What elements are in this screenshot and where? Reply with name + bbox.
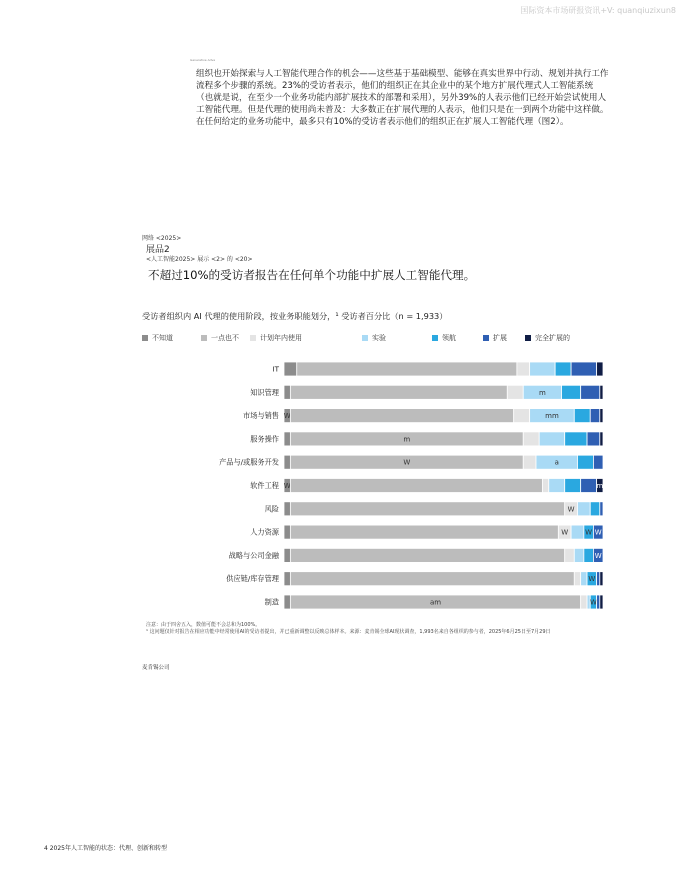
bar-segment: [530, 362, 556, 376]
legend-label: 不知道: [152, 334, 173, 342]
bar-segment: [600, 595, 603, 609]
bar-segment: [297, 362, 517, 376]
bar-value-label: am: [429, 598, 442, 607]
bar-value-label: m: [403, 435, 411, 444]
bar-segment: [284, 595, 290, 609]
bar-segment: [565, 432, 587, 446]
category-label: IT: [272, 364, 279, 374]
legend-label: 扩展: [493, 334, 507, 342]
bar-segment: [284, 432, 290, 446]
bar-value-label: a: [554, 458, 559, 467]
bar-segment: [593, 455, 603, 469]
bar-segment: [571, 362, 597, 376]
bar-segment: [581, 385, 600, 399]
bar-segment: [571, 525, 584, 539]
bar-segment: [284, 455, 290, 469]
category-label: 知识管理: [250, 387, 279, 397]
category-label: 战略与公司金融: [228, 550, 279, 560]
category-label: 风险: [264, 504, 279, 514]
bar-segment: [290, 479, 542, 493]
bar-segment: [574, 409, 590, 423]
bar-segment: [523, 432, 539, 446]
bar-value-label: W: [585, 528, 593, 537]
bar-segment: [581, 572, 587, 586]
category-label: 软件工程: [250, 481, 279, 490]
bar-segment: [555, 362, 571, 376]
bar-segment: [284, 572, 290, 586]
bar-segment: [577, 455, 593, 469]
category-label: 人力资源: [250, 527, 279, 537]
bar-segment: [597, 572, 600, 586]
bar-value-label: W: [589, 598, 597, 607]
bar-value-label: W: [567, 505, 575, 514]
category-label: 服务操作: [250, 434, 279, 444]
bar-segment: [565, 479, 581, 493]
bar-segment: [565, 548, 575, 562]
source-company: 麦肯锡公司: [142, 665, 170, 671]
bar-segment: [542, 479, 548, 493]
bar-segment: [284, 385, 290, 399]
bar-segment: [290, 409, 513, 423]
bar-segment: [584, 548, 594, 562]
bar-segment: [284, 362, 297, 376]
bar-segment: [290, 548, 564, 562]
bar-segment: [581, 479, 597, 493]
bar-value-label: W: [588, 575, 596, 584]
chart-subtitle: 受访者组织内 AI 代理的使用阶段，按业务职能划分，¹ 受访者百分比（n = 1,933）: [142, 311, 448, 321]
bar-segment: [517, 362, 530, 376]
bar-value-label: W: [283, 482, 291, 490]
bar-value-label: m: [596, 482, 604, 490]
legend-label: 完全扩展的: [535, 334, 570, 342]
bar-segment: [523, 455, 536, 469]
bar-value-label: W: [594, 551, 602, 560]
bar-segment: [581, 595, 587, 609]
exhibit-label: 展品2: [146, 245, 170, 255]
bar-segment: [600, 432, 603, 446]
bar-segment: [290, 572, 574, 586]
legend-label: 实验: [372, 334, 386, 342]
bar-segment: [600, 502, 603, 516]
bar-segment: [600, 385, 603, 399]
bar-segment: [587, 432, 600, 446]
category-label: 供应链/库存管理: [226, 574, 279, 584]
bar-segment: [597, 362, 603, 376]
category-label: 产品与/或服务开发: [219, 457, 279, 467]
bar-segment: [284, 548, 290, 562]
bar-segment: [284, 525, 290, 539]
watermark: 国际资本市场研报资讯+V: quanqiuzixun8: [520, 6, 676, 15]
note-source: ¹ 这问题仅针对报告在相应功能中经常使用AI的受访者提出，并已重新调整以反映总体样本。来源：麦肯锡全球AI现状调查，1,993名来自各组织的参与者，2025年6月25日至7月29日: [146, 629, 551, 635]
category-label: 制造: [264, 597, 279, 607]
bar-segment: [290, 525, 558, 539]
bar-segment: [290, 385, 507, 399]
bar-segment: [507, 385, 523, 399]
chart-notes: [146, 622, 576, 636]
page-footer: 4 2025年人工智能的状态：代理、创新和转型: [44, 845, 167, 852]
legend-label: 一点也不: [211, 334, 239, 342]
bar-value-label: m: [538, 388, 546, 397]
intro-paragraph: 组织也开始探索与人工智能代理合作的机会——这些基于基础模型、能够在真实世界中行动、规划并执行工作流程多个步骤的系统。23%的受访者表示，他们的组织正在其企业中的某个地方扩展代理式人工智能系统（也就是说，在至少一个业务功能内部扩展技术的部署和采用），另外39%的人表示他们已经开始尝试使用人工智能代理。但是代理的使用尚未普及：大多数正在扩展代理的人表示，他们只是在一到两个功能中这样做。在任何给定的业务功能中，最多只有10%的受访者表示他们的组织正在扩展人工智能代理（图2）。: [196, 69, 609, 127]
bar-value-label: W: [283, 412, 291, 421]
bar-value-label: W: [403, 458, 411, 467]
bar-segment: [284, 502, 290, 516]
bar-value-label: W: [561, 528, 569, 537]
bar-segment: [590, 502, 600, 516]
header-tiny-label: Generative Adva: [190, 58, 216, 62]
bar-value-label: W: [594, 528, 602, 537]
category-label: 市场与销售: [243, 411, 279, 421]
bar-segment: [600, 572, 603, 586]
bar-segment: [539, 432, 565, 446]
legend-label: 领航: [442, 334, 456, 342]
exhibit-headline: 不超过10%的受访者报告在任何单个功能中扩展人工智能代理。: [148, 268, 476, 282]
bar-segment: [549, 479, 565, 493]
legend-label: 计划年内使用: [260, 334, 302, 342]
bar-segment: [290, 502, 564, 516]
bar-value-label: mm: [545, 412, 559, 421]
bar-segment: [600, 409, 603, 423]
note-rounding: 注意：由于四舍五入，数值可能不会总和为100%。: [146, 622, 261, 628]
bar-segment: [514, 409, 530, 423]
bar-segment: [597, 595, 600, 609]
bar-segment: [577, 502, 590, 516]
bar-segment: [574, 572, 580, 586]
exhibit-meta-line: <人工智能2025> 展示 <2> 的 <20>: [146, 256, 253, 263]
bar-segment: [574, 548, 584, 562]
exhibit-network-line: 网络 <2025>: [142, 235, 182, 242]
bar-segment: [562, 385, 581, 399]
bar-segment: [590, 409, 600, 423]
